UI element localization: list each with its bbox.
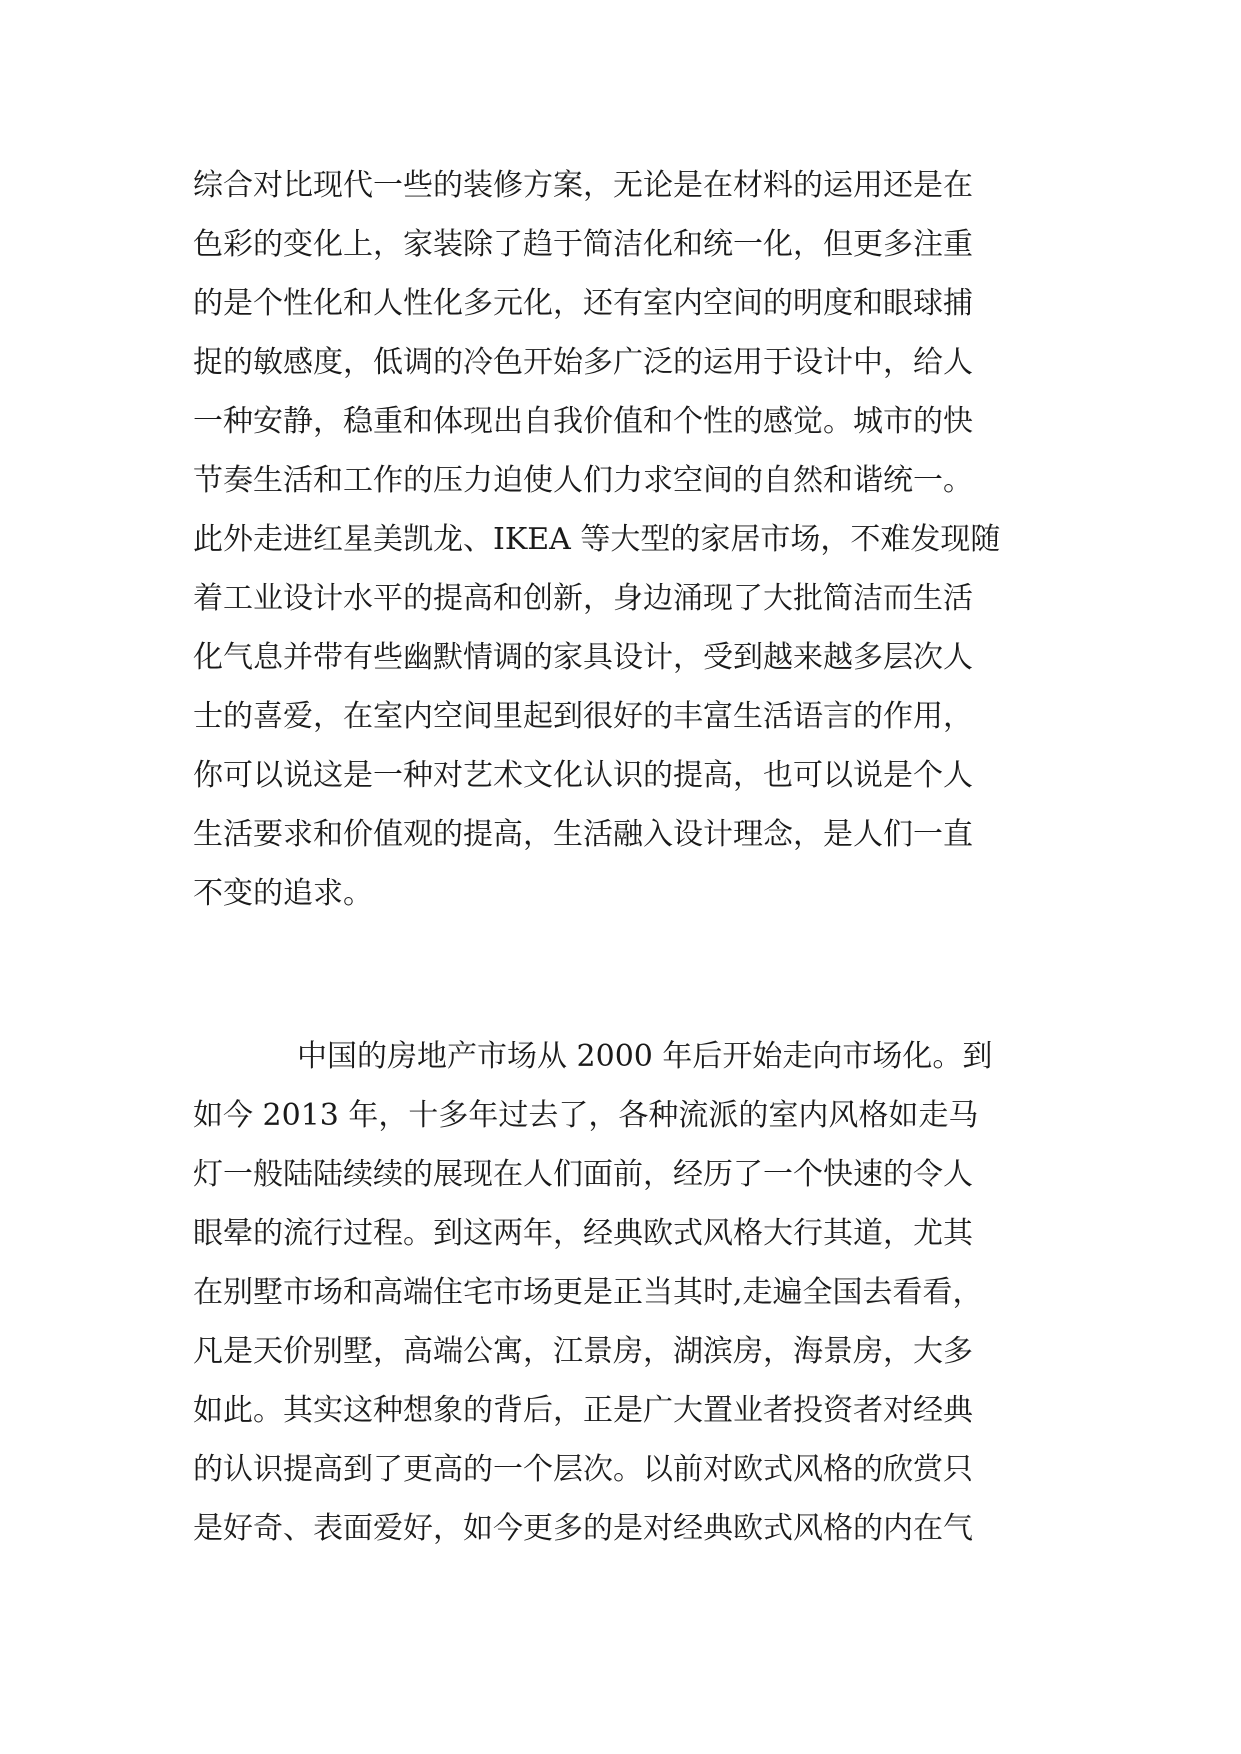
text-line: 综合对比现代一些的装修方案，无论是在材料的运用还是在	[193, 168, 973, 203]
text-line: 如今 2013 年，十多年过去了，各种流派的室内风格如走马	[193, 1098, 979, 1133]
text-line: 你可以说这是一种对艺术文化认识的提高，也可以说是个人	[193, 758, 973, 793]
text-line: 的认识提高到了更高的一个层次。以前对欧式风格的欣赏只	[193, 1452, 973, 1487]
text-line: 不变的追求。	[193, 876, 373, 911]
text-line: 化气息并带有些幽默情调的家具设计，受到越来越多层次人	[193, 640, 973, 675]
text-line: 是好奇、表面爱好，如今更多的是对经典欧式风格的内在气	[193, 1511, 973, 1546]
text-line: 节奏生活和工作的压力迫使人们力求空间的自然和谐统一。	[193, 463, 973, 498]
text-line: 此外走进红星美凯龙、IKEA 等大型的家居市场，不难发现随	[193, 522, 1001, 557]
text-line: 眼晕的流行过程。到这两年，经典欧式风格大行其道，尤其	[193, 1216, 973, 1251]
text-line: 凡是天价别墅，高端公寓，江景房，湖滨房，海景房，大多	[193, 1334, 973, 1369]
text-line: 灯一般陆陆续续的展现在人们面前，经历了一个快速的令人	[193, 1157, 973, 1192]
text-line: 捉的敏感度，低调的冷色开始多广泛的运用于设计中，给人	[193, 345, 973, 380]
text-line: 如此。其实这种想象的背后，正是广大置业者投资者对经典	[193, 1393, 973, 1428]
text-line: 一种安静，稳重和体现出自我价值和个性的感觉。城市的快	[193, 404, 973, 439]
text-line: 士的喜爱，在室内空间里起到很好的丰富生活语言的作用，	[193, 699, 973, 734]
text-line: 生活要求和价值观的提高，生活融入设计理念，是人们一直	[193, 817, 973, 852]
text-line: 的是个性化和人性化多元化，还有室内空间的明度和眼球捕	[193, 286, 973, 321]
text-line: 在别墅市场和高端住宅市场更是正当其时,走遍全国去看看，	[193, 1275, 983, 1310]
text-line: 色彩的变化上，家装除了趋于简洁化和统一化，但更多注重	[193, 227, 973, 262]
text-line: 中国的房地产市场从 2000 年后开始走向市场化。到	[297, 1039, 993, 1074]
text-line: 着工业设计水平的提高和创新，身边涌现了大批简洁而生活	[193, 581, 973, 616]
